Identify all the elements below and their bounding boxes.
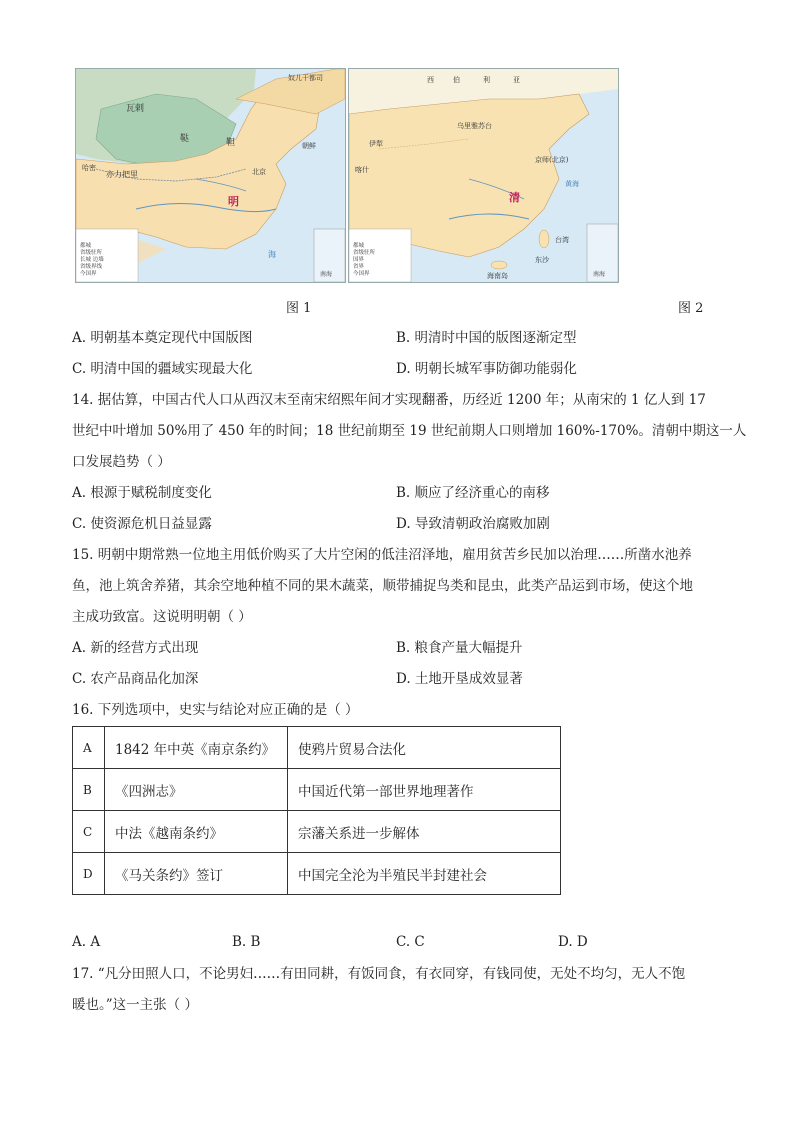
legend-item: 省界 — [353, 264, 365, 270]
map2-label: 东沙 — [535, 256, 549, 264]
map-ming — [75, 68, 346, 283]
map2-label: 乌里雅苏台 — [457, 122, 492, 130]
map2-label: 伊犁 — [369, 140, 383, 148]
map1-label: 南海 — [320, 271, 333, 278]
q16-stem: 16. 下列选项中，史实与结论对应正确的是（ ） — [72, 702, 359, 718]
map2-label: 台湾 — [555, 236, 569, 244]
row-key: C — [73, 811, 105, 853]
legend-item: 今国界 — [353, 271, 370, 277]
legend-item: 都城 — [353, 243, 365, 249]
table-row — [73, 727, 561, 769]
q17-stem-line: 暖也。”这一主张（ ） — [72, 997, 198, 1013]
row-fact: 《马关条约》签订 — [105, 853, 288, 895]
q14-option-b[interactable]: B. 顺应了经济重心的南移 — [396, 485, 550, 501]
legend-item: 长城 边墙 — [80, 257, 104, 263]
map2-label: 西 — [427, 76, 434, 84]
row-conclusion: 宗藩关系进一步解体 — [288, 811, 561, 853]
map2-label: 清 — [509, 191, 520, 204]
q14-stem-line: 口发展趋势（ ） — [72, 454, 171, 470]
map1-label: 鞑 — [180, 134, 190, 144]
q13-option-c[interactable]: C. 明清中国的疆域实现最大化 — [72, 361, 253, 377]
map2-label: 黄海 — [565, 180, 579, 188]
map2-label: 亚 — [513, 76, 520, 84]
row-fact: 1842 年中英《南京条约》 — [105, 727, 288, 769]
row-conclusion: 使鸦片贸易合法化 — [288, 727, 561, 769]
q15-option-a[interactable]: A. 新的经营方式出现 — [72, 640, 199, 656]
table-row — [73, 769, 561, 811]
table-row — [73, 811, 561, 853]
map1-label: 北京 — [252, 168, 266, 176]
q16-option-b[interactable]: B. B — [232, 934, 261, 950]
q14-option-d[interactable]: D. 导致清朝政治腐败加剧 — [396, 516, 550, 532]
row-key: A — [73, 727, 105, 769]
row-key: B — [73, 769, 105, 811]
legend-item: 省级驻所 — [353, 250, 376, 256]
map2-label: 伯 — [453, 76, 460, 84]
q13-option-d[interactable]: D. 明朝长城军事防御功能弱化 — [396, 361, 577, 377]
q14-option-a[interactable]: A. 根源于赋税制度变化 — [72, 485, 212, 501]
q14-stem-line: 14. 据估算，中国古代人口从西汉末至南宋绍熙年间才实现翻番，历经近 1200 年；从南宋的 1 亿人到 17 — [72, 392, 706, 408]
figure-caption-1: 图 1 — [286, 301, 312, 316]
map-qing-drawing — [349, 69, 618, 282]
map1-label: 海 — [268, 250, 276, 259]
map2-label: 海南岛 — [487, 272, 508, 280]
q15-option-b[interactable]: B. 粮食产量大幅提升 — [396, 640, 523, 656]
map1-label: 靼 — [226, 138, 236, 148]
q15-stem-line: 15. 明朝中期常熟一位地主用低价购买了大片空闲的低洼沼泽地，雇用贫苦乡民加以治理……所凿水池养 — [72, 547, 692, 563]
q14-option-c[interactable]: C. 使资源危机日益显露 — [72, 516, 212, 532]
row-key: D — [73, 853, 105, 895]
row-fact: 《四洲志》 — [105, 769, 288, 811]
q13-option-a[interactable]: A. 明朝基本奠定现代中国版图 — [72, 330, 253, 346]
map1-legend — [80, 243, 104, 278]
legend-item: 国界 — [353, 257, 365, 263]
q14-stem-line: 世纪中叶增加 50%用了 450 年的时间；18 世纪前期至 19 世纪前期人口则增加 160%-170%。清朝中期这一人 — [72, 423, 747, 439]
legend-item: 省级驻所 — [80, 250, 103, 256]
map1-label: 奴儿干都司 — [288, 74, 323, 82]
map2-label: 南海 — [593, 271, 606, 278]
q16-option-a[interactable]: A. A — [72, 934, 101, 950]
q15-option-d[interactable]: D. 土地开垦成效显著 — [396, 671, 523, 687]
map2-label: 利 — [483, 76, 490, 84]
map1-label: 亦力把里 — [106, 170, 138, 179]
q15-stem-line: 主成功致富。这说明明朝（ ） — [72, 609, 252, 625]
q16-table — [72, 726, 561, 895]
map1-label: 瓦剌 — [126, 104, 145, 114]
q17-stem-line: 17. “凡分田照人口，不论男妇……有田同耕，有饭同食，有衣同穿，有钱同使，无处不均匀，无人不饱 — [72, 966, 686, 982]
map1-label: 朝鲜 — [302, 142, 316, 150]
legend-item: 省级界线 — [80, 264, 103, 270]
map2-label: 京师(北京) — [535, 156, 569, 164]
legend-item: 今国界 — [80, 271, 97, 277]
row-fact: 中法《越南条约》 — [105, 811, 288, 853]
map1-label: 明 — [228, 195, 239, 208]
map2-legend — [353, 243, 375, 278]
q13-option-b[interactable]: B. 明清时中国的版图逐渐定型 — [396, 330, 577, 346]
figure-caption-2: 图 2 — [678, 301, 704, 316]
q15-stem-line: 鱼，池上筑舍养猪，其余空地种植不同的果木蔬菜，顺带捕捉鸟类和昆虫，此类产品运到市场，使这个地 — [72, 578, 693, 594]
map-qing — [348, 68, 619, 283]
q16-option-d[interactable]: D. D — [558, 934, 588, 950]
map2-label: 喀什 — [355, 166, 369, 174]
map1-label: 哈密 — [82, 164, 96, 172]
q16-option-c[interactable]: C. C — [396, 934, 425, 950]
q15-option-c[interactable]: C. 农产品商品化加深 — [72, 671, 199, 687]
row-conclusion: 中国近代第一部世界地理著作 — [288, 769, 561, 811]
table-row — [73, 853, 561, 895]
legend-item: 都城 — [80, 243, 92, 249]
row-conclusion: 中国完全沦为半殖民半封建社会 — [288, 853, 561, 895]
